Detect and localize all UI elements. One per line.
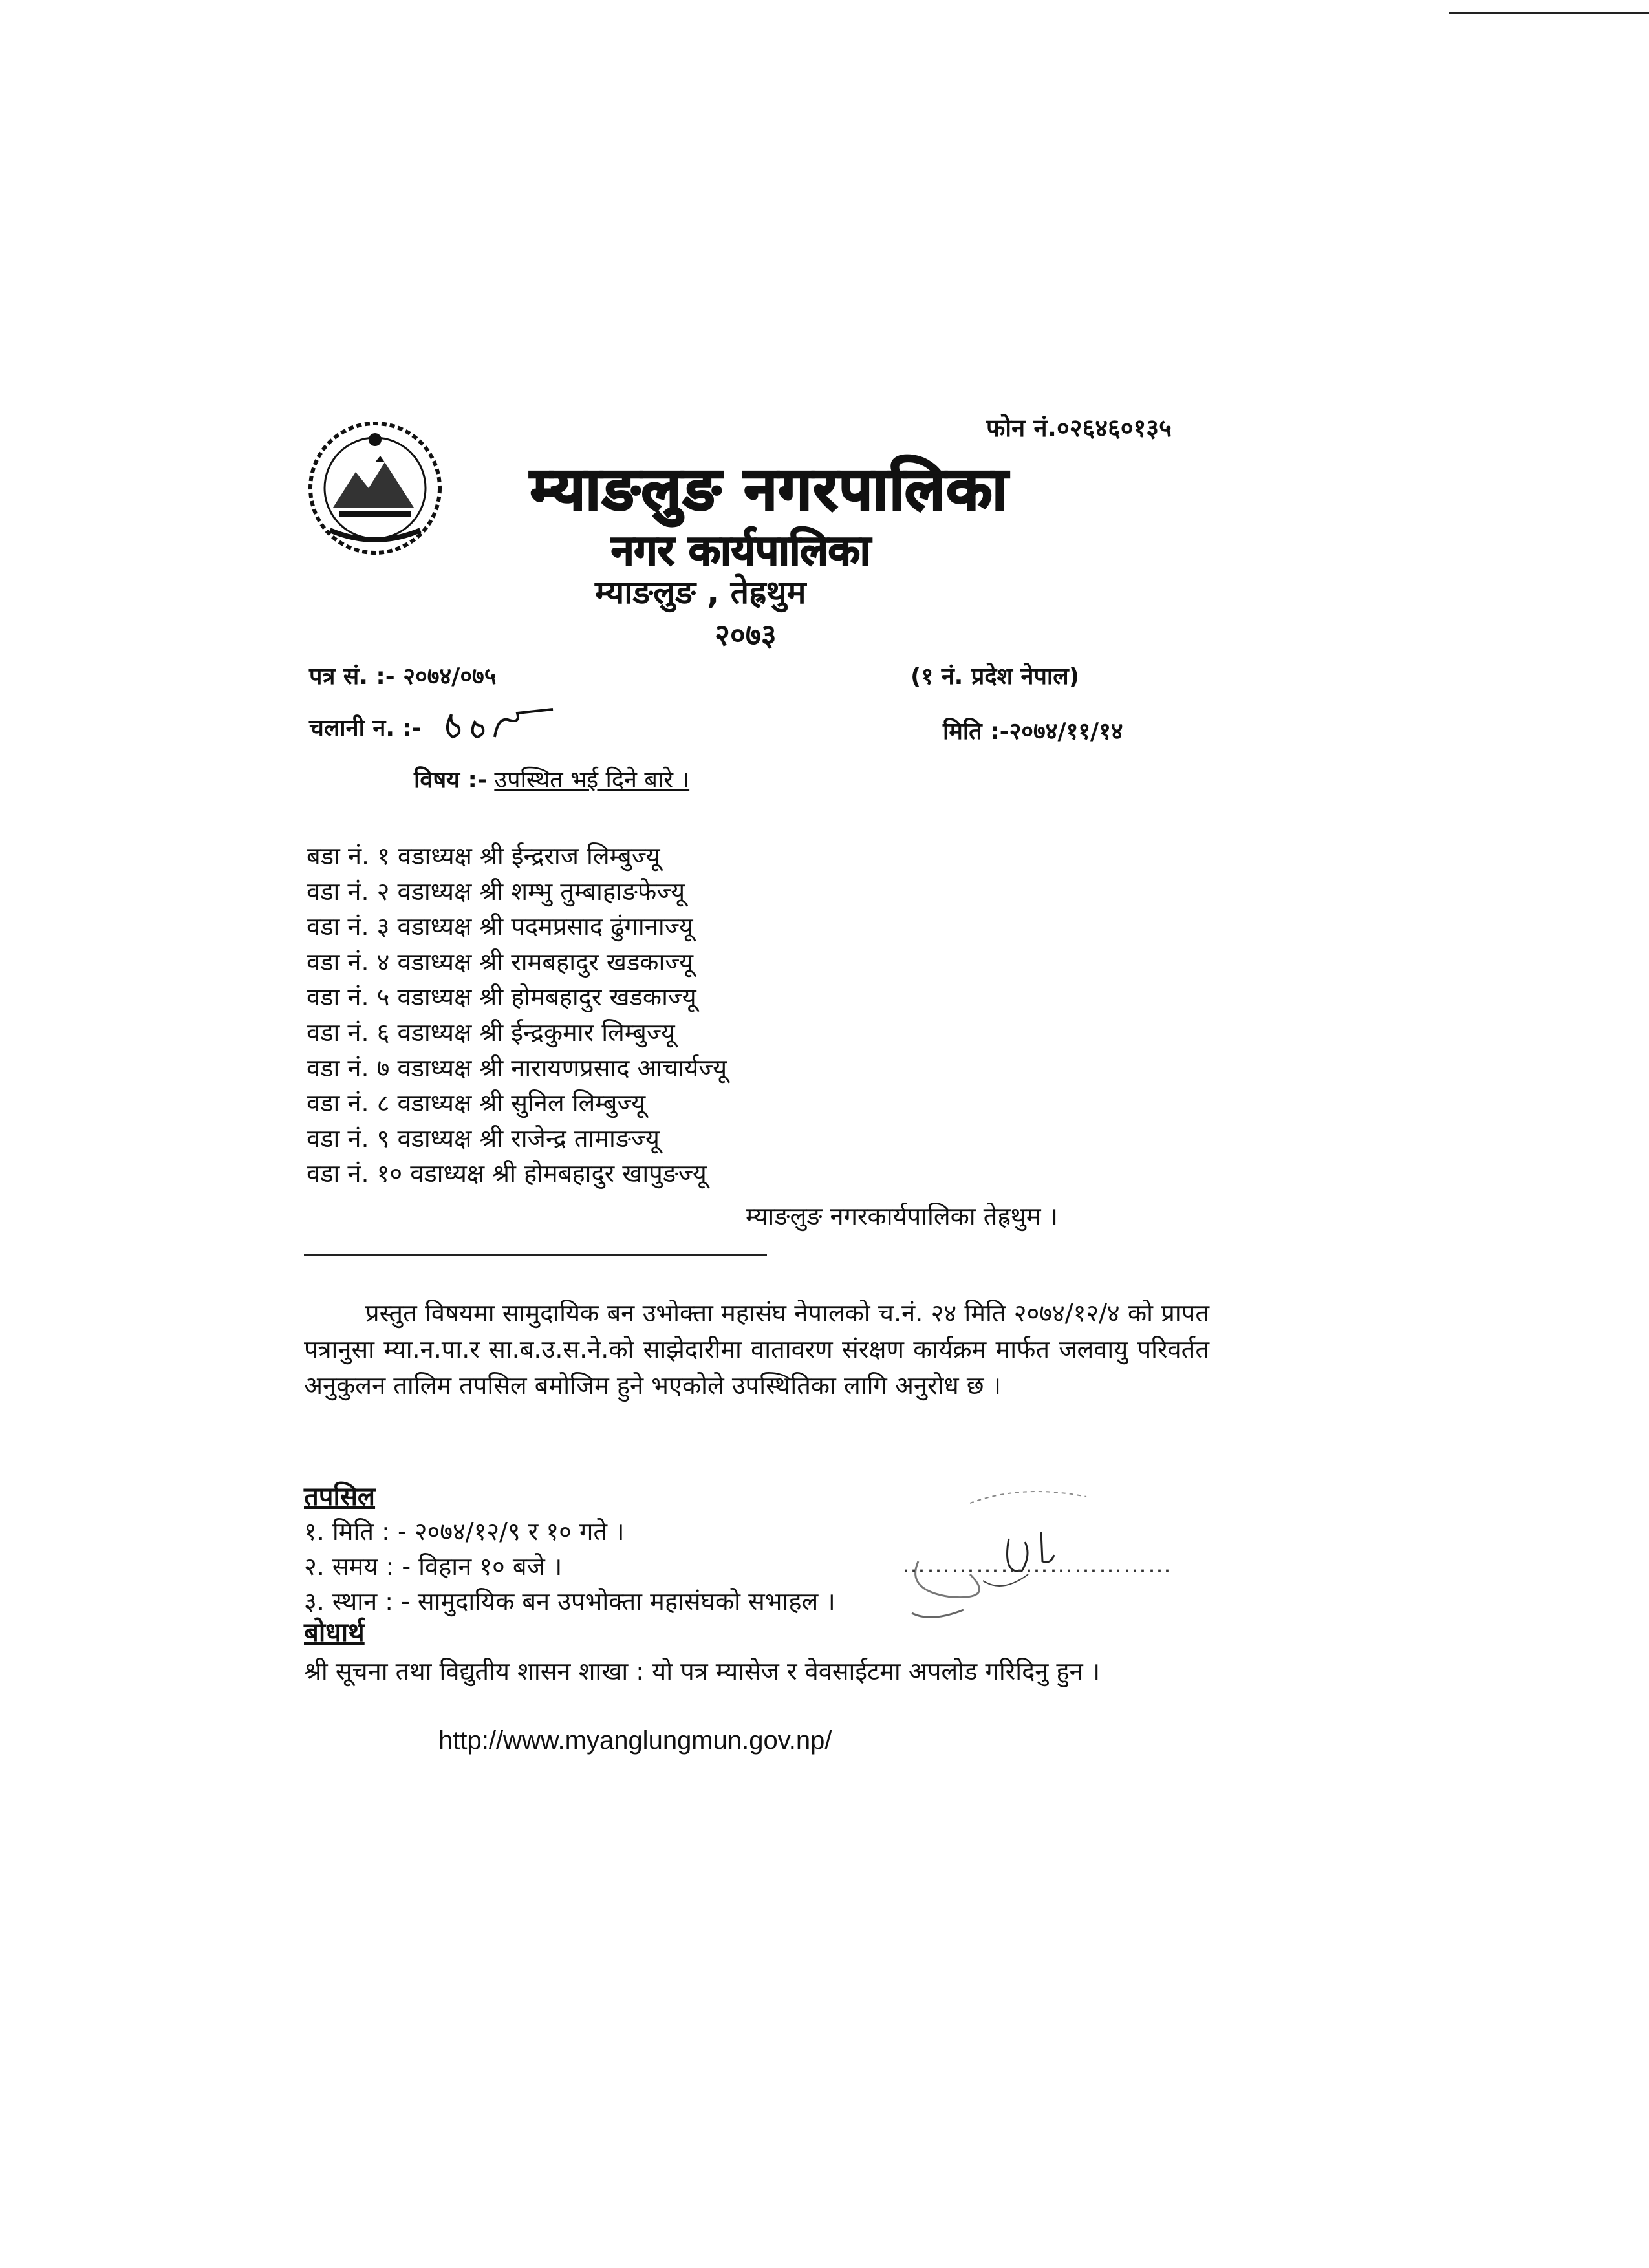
recipient-item: वडा नं. ३ वडाध्यक्ष श्री पदमप्रसाद ढुंगानाज्यू [307,912,693,941]
letter-number-value: २०७४/०७५ [403,663,497,690]
letter-date-value: २०७४/११/१४ [1009,718,1123,745]
established-year: २०७३ [715,617,777,652]
details-item-venue: ३. स्थान : - सामुदायिक बन उपभोक्ता महासंघको सभाहल । [304,1587,835,1616]
recipient-item: वडा नं. १० वडाध्यक्ष श्री होमबहादुर खापुङज्यू [307,1159,707,1188]
office-name: नगर कार्यपालिका [611,527,871,575]
copy-to-text: श्री सूचना तथा विद्युतीय शासन शाखा : यो पत्र म्यासेज र वेवसाईटमा अपलोड गरिदिनु हुन । [304,1657,1101,1685]
letter-body: प्रस्तुत विषयमा सामुदायिक बन उभोक्ता महासंघ नेपालको च.नं. २४ मिति २०७४/१२/४ को प्रापत पत्रानुसा म्या.न.पा.र सा.ब.उ.स.ने.को साझेदारीमा वातावरण संरक्षण कार्यक्रम मार्फत जलवायु परिवर्तत अनुकुलन तालिम तपसिल बमोजिम हुने भएकोले उपस्थितिका लागि अनुरोध छ । [304,1299,1209,1400]
details-item-time: २. समय : - विहान १० बजे । [304,1552,563,1581]
subject-line [414,763,689,795]
recipient-item: बडा नं. १ वडाध्यक्ष श्री ईन्द्रराज लिम्बुज्यू [307,842,660,870]
scan-edge-line [1449,12,1649,14]
handwritten-dispatch-number [440,701,569,747]
municipality-name: म्याङलुङ नगरपालिका [530,455,1009,524]
subject-label: विषय :- [414,767,487,793]
letter-number-label: पत्र सं. :- [309,663,395,690]
recipient-item: वडा नं. ७ वडाध्यक्ष श्री नारायणप्रसाद आचार्यज्यू [307,1053,727,1082]
details-heading: तपसिल [304,1482,376,1512]
letter-number [309,659,497,691]
phone-number: फोन नं.०२६४६०१३५ [986,414,1172,442]
separator-line [304,1254,767,1256]
recipient-item: वडा नं. ६ वडाध्यक्ष श्री ईन्द्रकुमार लिम्बुज्यू [307,1018,675,1047]
recipient-item: वडा नं. २ वडाध्यक्ष श्री शम्भु तुम्बाहाङफेज्यू [307,877,685,906]
recipient-address: म्याङलुङ नगरकार्यपालिका तेह्रथुम । [746,1202,1059,1230]
office-location: म्याङलुङ , तेह्रथुम [595,573,806,611]
recipient-item: वडा नं. ९ वडाध्यक्ष श्री राजेन्द्र तामाङज्यू [307,1124,660,1153]
letter-date-label: मिति :- [943,718,1009,745]
signature-line: …………………………… [902,1552,1172,1578]
recipient-item: वडा नं. ८ वडाध्यक्ष श्री सुनिल लिम्बुज्यू [307,1089,646,1118]
letter-date [943,714,1123,746]
subject-text: उपस्थित भई दिने बारे । [494,767,690,793]
copy-to-heading: बोधार्थ [304,1618,365,1647]
details-item-date: १. मिति : - २०७४/१२/९ र १० गते । [304,1517,625,1546]
recipient-item: वडा नं. ४ वडाध्यक्ष श्री रामबहादुर खडकाज्यू [307,947,694,976]
recipient-list [307,839,727,1192]
website-url: http://www.myanglungmun.gov.np/ [438,1726,832,1755]
government-emblem-icon [304,417,446,559]
province-label: (१ नं. प्रदेश नेपाल) [911,663,1080,690]
details-list [304,1514,835,1619]
dispatch-number-label: चलानी न. :- [309,715,422,742]
recipient-item: वडा नं. ५ वडाध्यक्ष श्री होमबहादुर खडकाज्यू [307,983,696,1012]
